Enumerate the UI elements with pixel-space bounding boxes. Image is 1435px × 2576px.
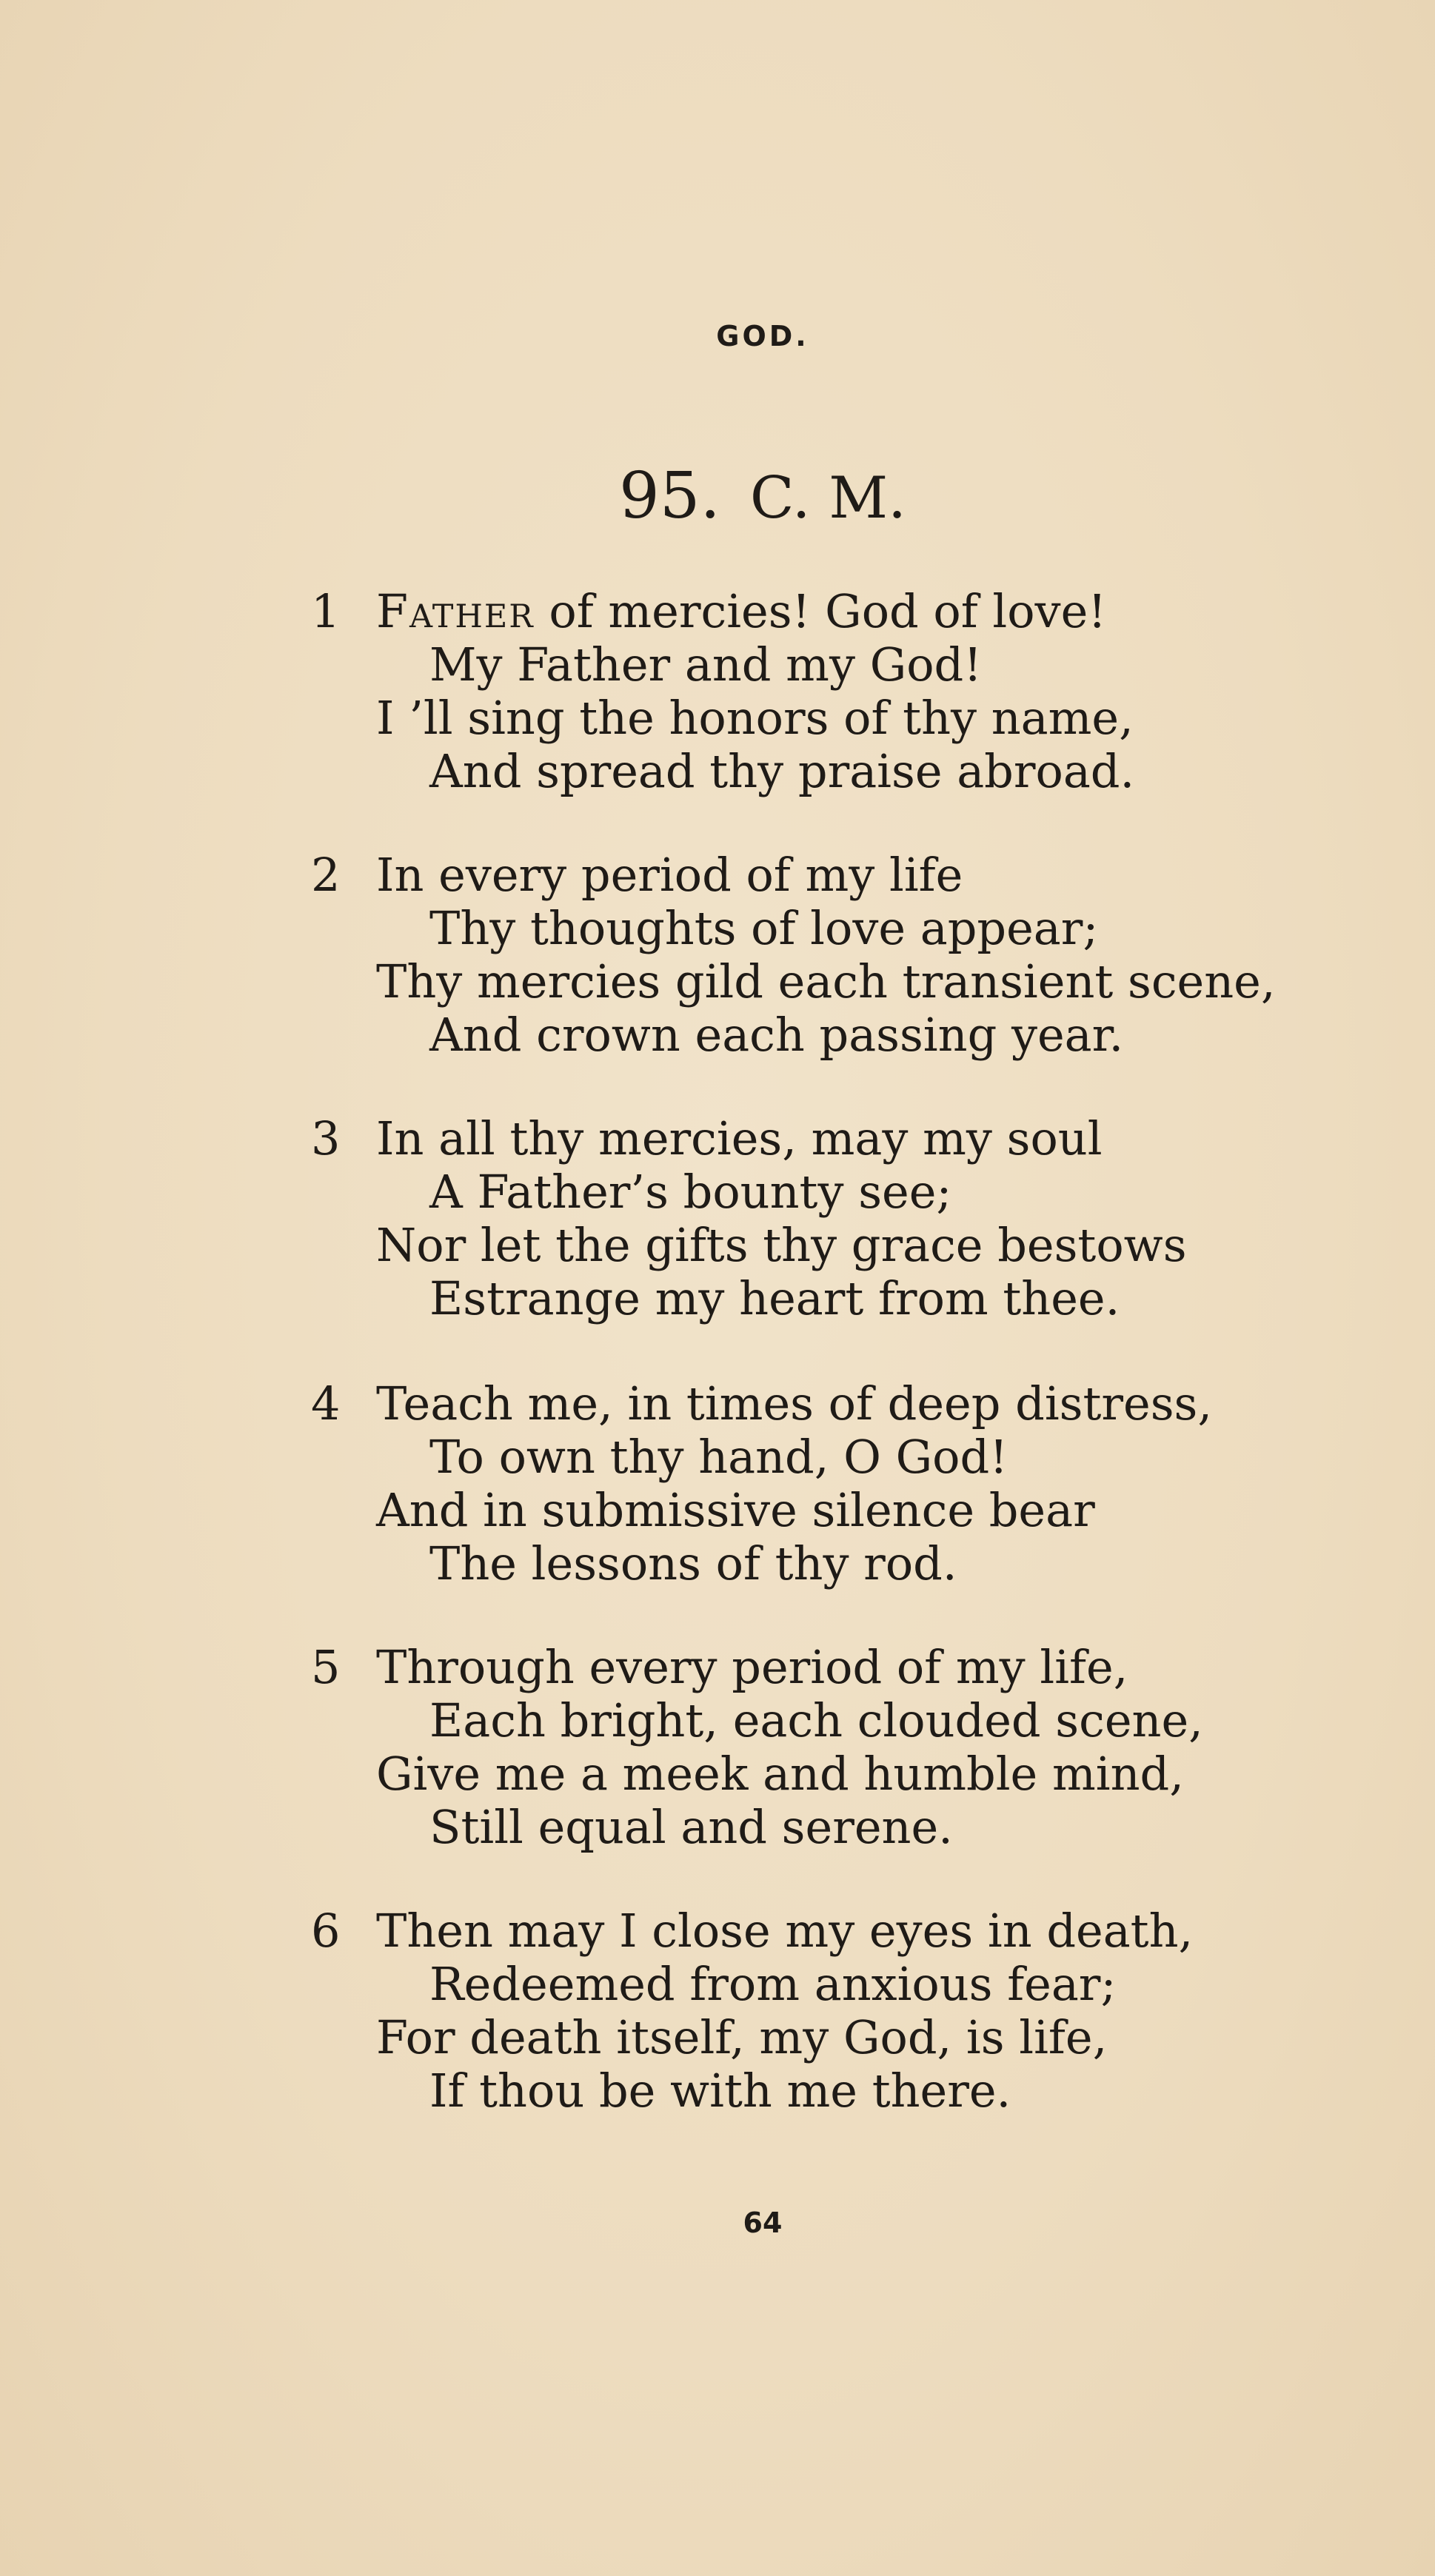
stanza-number: 3 — [311, 1111, 341, 1165]
verse-line — [311, 1641, 1407, 1694]
stanza-number: 2 — [311, 848, 341, 902]
stanza — [311, 849, 1407, 1062]
verse-line-text: Then may I close my eyes in death, — [376, 1904, 1194, 1958]
verse-line: Give me a meek and humble mind, — [376, 1747, 1184, 1801]
verse-line — [311, 1112, 1407, 1165]
opening-word: Father — [376, 584, 535, 638]
running-head: GOD. — [716, 320, 809, 352]
verse-line: My Father and my God! — [429, 638, 983, 692]
page-number: 64 — [743, 2207, 783, 2239]
verse-line: Nor let the gifts thy grace bestows — [376, 1218, 1187, 1272]
verse-line: And crown each passing year. — [429, 1008, 1124, 1062]
stanza-number: 1 — [311, 584, 341, 638]
verse-line — [311, 585, 1407, 638]
verse-line: The lessons of thy rod. — [429, 1536, 957, 1590]
stanza — [311, 1904, 1407, 2118]
stanza — [311, 585, 1407, 798]
verse-line: And in submissive silence bear — [376, 1483, 1095, 1537]
verse-line: And spread thy praise abroad. — [429, 744, 1135, 798]
stanza-number: 4 — [311, 1376, 341, 1431]
verse-line: Redeemed from anxious fear; — [429, 1957, 1117, 2011]
stanza-number: 5 — [311, 1640, 341, 1694]
verse-line-text: In every period of my life — [376, 848, 963, 902]
verse-line — [311, 1377, 1407, 1431]
verse-line: Each bright, each clouded scene, — [429, 1693, 1203, 1747]
verse-line: Thy mercies gild each transient scene, — [376, 954, 1276, 1008]
hymn-meter: C. M. — [749, 465, 906, 532]
verse-line — [311, 1904, 1407, 1958]
verse-line — [311, 849, 1407, 902]
hymn-heading — [0, 459, 1435, 533]
verse-line-text: In all thy mercies, may my soul — [376, 1111, 1103, 1165]
stanza — [311, 1112, 1407, 1325]
verse-line-text: Through every period of my life, — [376, 1640, 1128, 1694]
verse-line: Still equal and serene. — [429, 1800, 953, 1854]
verse-line: To own thy hand, O God! — [429, 1430, 1008, 1484]
verse-line: Estrange my heart from thee. — [429, 1271, 1120, 1325]
verse-line: If thou be with me there. — [429, 2064, 1011, 2118]
stanza — [311, 1641, 1407, 1854]
verse-line: For death itself, my God, is life, — [376, 2010, 1108, 2064]
verse-line: A Father’s bounty see; — [429, 1165, 952, 1219]
verse-line: I ’ll sing the honors of thy name, — [376, 691, 1134, 745]
stanza-number: 6 — [311, 1904, 341, 1958]
verse-line-text: Teach me, in times of deep distress, — [376, 1376, 1213, 1431]
verse-line-text: of mercies! God of love! — [534, 584, 1107, 638]
verse-line: Thy thoughts of love appear; — [429, 901, 1099, 955]
stanza — [311, 1377, 1407, 1590]
hymn-number: 95. — [619, 459, 720, 533]
